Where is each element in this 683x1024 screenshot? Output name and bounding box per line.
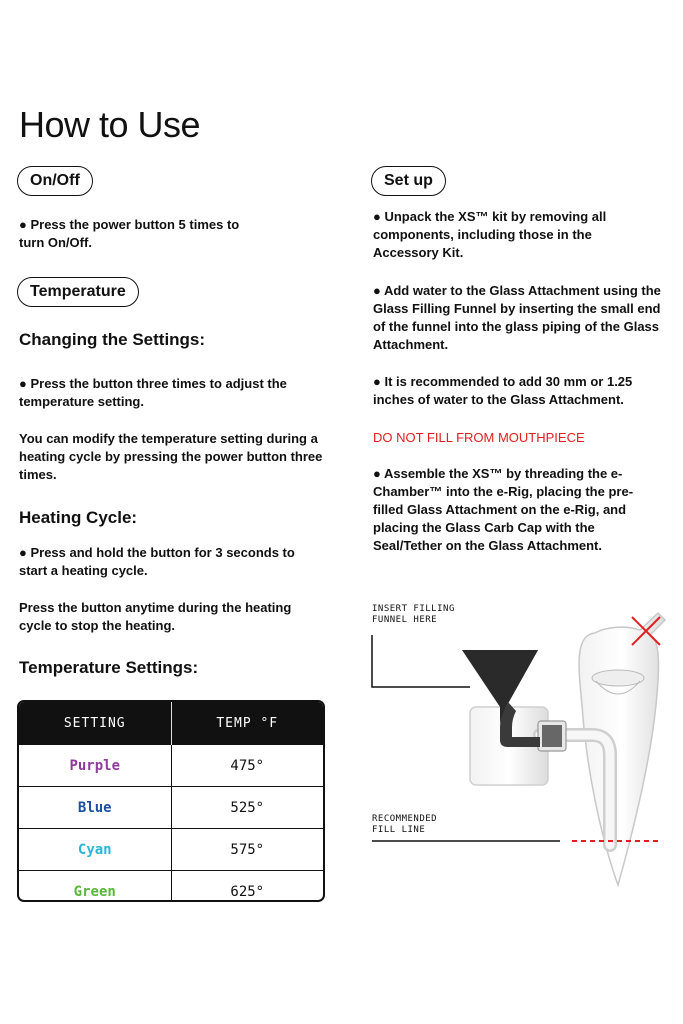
table-row [19,745,323,787]
setting-cell: Green [19,871,171,903]
inner-bowl [592,670,644,686]
setting-cell: Blue [19,787,171,829]
funnel-label: INSERT FILLING FUNNEL HERE [372,604,455,625]
setup-p3: ● It is recommended to add 30 mm or 1.25 inches of water to the Glass Attachment. [373,374,633,407]
temp-cell: 625° [171,871,323,903]
heating-cycle-p1: ● Press and hold the button for 3 seconds to start a heating cycle. [19,545,295,578]
changing-settings-p2: You can modify the temperature setting during a heating cycle by pressing the power button three times. [19,431,323,482]
glass-body [579,613,665,885]
setup-p2: ● Add water to the Glass Attachment using the Glass Filling Funnel by inserting the small end of the funnel into the glass piping of the Glass Attachment. [373,283,661,352]
glass-attachment-illustration [360,595,670,915]
onoff-heading: On/Off [17,166,93,196]
table-row [19,871,323,903]
setting-cell: Cyan [19,829,171,871]
temp-cell: 525° [171,787,323,829]
changing-settings-heading: Changing the Settings: [19,330,206,349]
setup-heading: Set up [371,166,446,196]
temp-cell: 475° [171,745,323,787]
onoff-text: ● Press the power button 5 times to turn On/Off. [19,217,240,250]
heating-cycle-p2: Press the button anytime during the heating cycle to stop the heating. [19,600,292,633]
setup-p4: ● Assemble the XS™ by threading the e-Chamber™ into the e-Rig, placing the pre-filled Glass Attachment on the e-Rig, and placing the Glass Carb Cap with the Seal/Tether on the Glass Attachment. [373,466,634,553]
table-row [19,787,323,829]
page-title: How to Use [19,104,201,145]
temperature-settings-heading: Temperature Settings: [19,658,199,677]
fill-line-label: RECOMMENDED FILL LINE [372,814,438,835]
table-row [19,829,323,871]
header-setting: SETTING [19,702,171,745]
table-header-row [19,702,323,745]
temp-cell: 575° [171,829,323,871]
changing-settings-p1: ● Press the button three times to adjust the temperature setting. [19,376,287,409]
heating-cycle-heading: Heating Cycle: [19,508,138,527]
setup-p1: ● Unpack the XS™ kit by removing all components, including those in the Accessory Kit. [373,209,607,260]
temperature-heading: Temperature [17,277,139,307]
header-temp: TEMP °F [171,702,323,745]
setting-cell: Purple [19,745,171,787]
funnel-callout-line [372,635,470,687]
temperature-table [17,700,325,902]
setup-warning: DO NOT FILL FROM MOUTHPIECE [373,430,585,445]
